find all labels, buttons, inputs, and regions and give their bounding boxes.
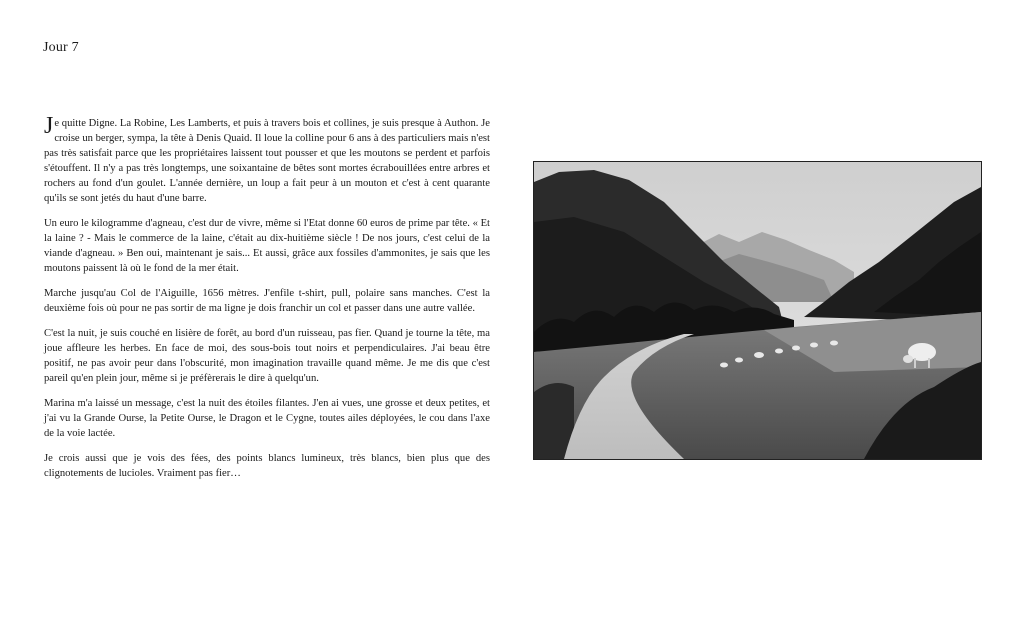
body-text xyxy=(44,113,490,491)
dropcap: J xyxy=(44,113,54,139)
paragraph-2: Un euro le kilogramme d'agneau, c'est dur de vivre, même si l'Etat donne 60 euros de prime par tête. « Et la laine ? - Mais le commerce de la laine, c'était au dix-huitième siècle ! De nos jours, c'est celui de la viande d'agneau. » Ben oui, maintenant je sais... Et aussi, grâce aux fossiles d'ammonites, je sais que les moutons paissent là où le fond de la mer était. xyxy=(44,218,490,274)
landscape-photo xyxy=(533,161,982,460)
paragraph-3: Marche jusqu'au Col de l'Aiguille, 1656 mètres. J'enfile t-shirt, pull, polaire sans manches. C'est la deuxième fois où pour ne pas sortir de ma ligne je dois franchir un col et passer dans une autre vallée. xyxy=(44,288,490,314)
paragraph-6: Je crois aussi que je vois des fées, des points blancs lumineux, très blancs, bien plus que des clignotements de lucioles. Vraiment pas fier… xyxy=(44,453,490,479)
paragraph-1-text: e quitte Digne. La Robine, Les Lamberts, et puis à travers bois et collines, je suis presque à Authon. Je croise un berger, sympa, la tête à Denis Quaid. Il loue la colline pour 6 ans à des particuliers mais n'est pas très satisfait parce que les propriétaires laissent tout pousser et que les moutons se perdent et parfois s'étouffent. Il n'y a pas très longtemps, une soixantaine de bêtes sont mortes écrabouillées entre arbres et rochers au fond d'un goulet. L'année dernière, un loup a fait peur à un mouton et c'est à cent quarante qu'ils se sont jetés du haut d'une barre. xyxy=(44,118,490,204)
day-title: Jour 7 xyxy=(43,40,79,55)
paragraph-1 xyxy=(44,113,490,206)
landscape-illustration xyxy=(534,162,981,459)
paragraph-5: Marina m'a laissé un message, c'est la nuit des étoiles filantes. J'en ai vues, une grosse et deux petites, et j'ai vu la Grande Ourse, la Petite Ourse, le Dragon et le Cygne, toutes ailes déployées, le cou dans l'axe de la voie lactée. xyxy=(44,398,490,439)
paragraph-4: C'est la nuit, je suis couché en lisière de forêt, au bord d'un ruisseau, pas fier. Quand je tourne la tête, ma joue affleure les herbes. En face de moi, des sous-bois tout noirs et perpendiculaires. J'ai beau être positif, ne pas avoir peur dans l'obscurité, mon imagination travaille quand même. Je me dis que c'est pareil qu'en plein jour, même si je préfèrerais le dire à quelqu'un. xyxy=(44,328,490,384)
